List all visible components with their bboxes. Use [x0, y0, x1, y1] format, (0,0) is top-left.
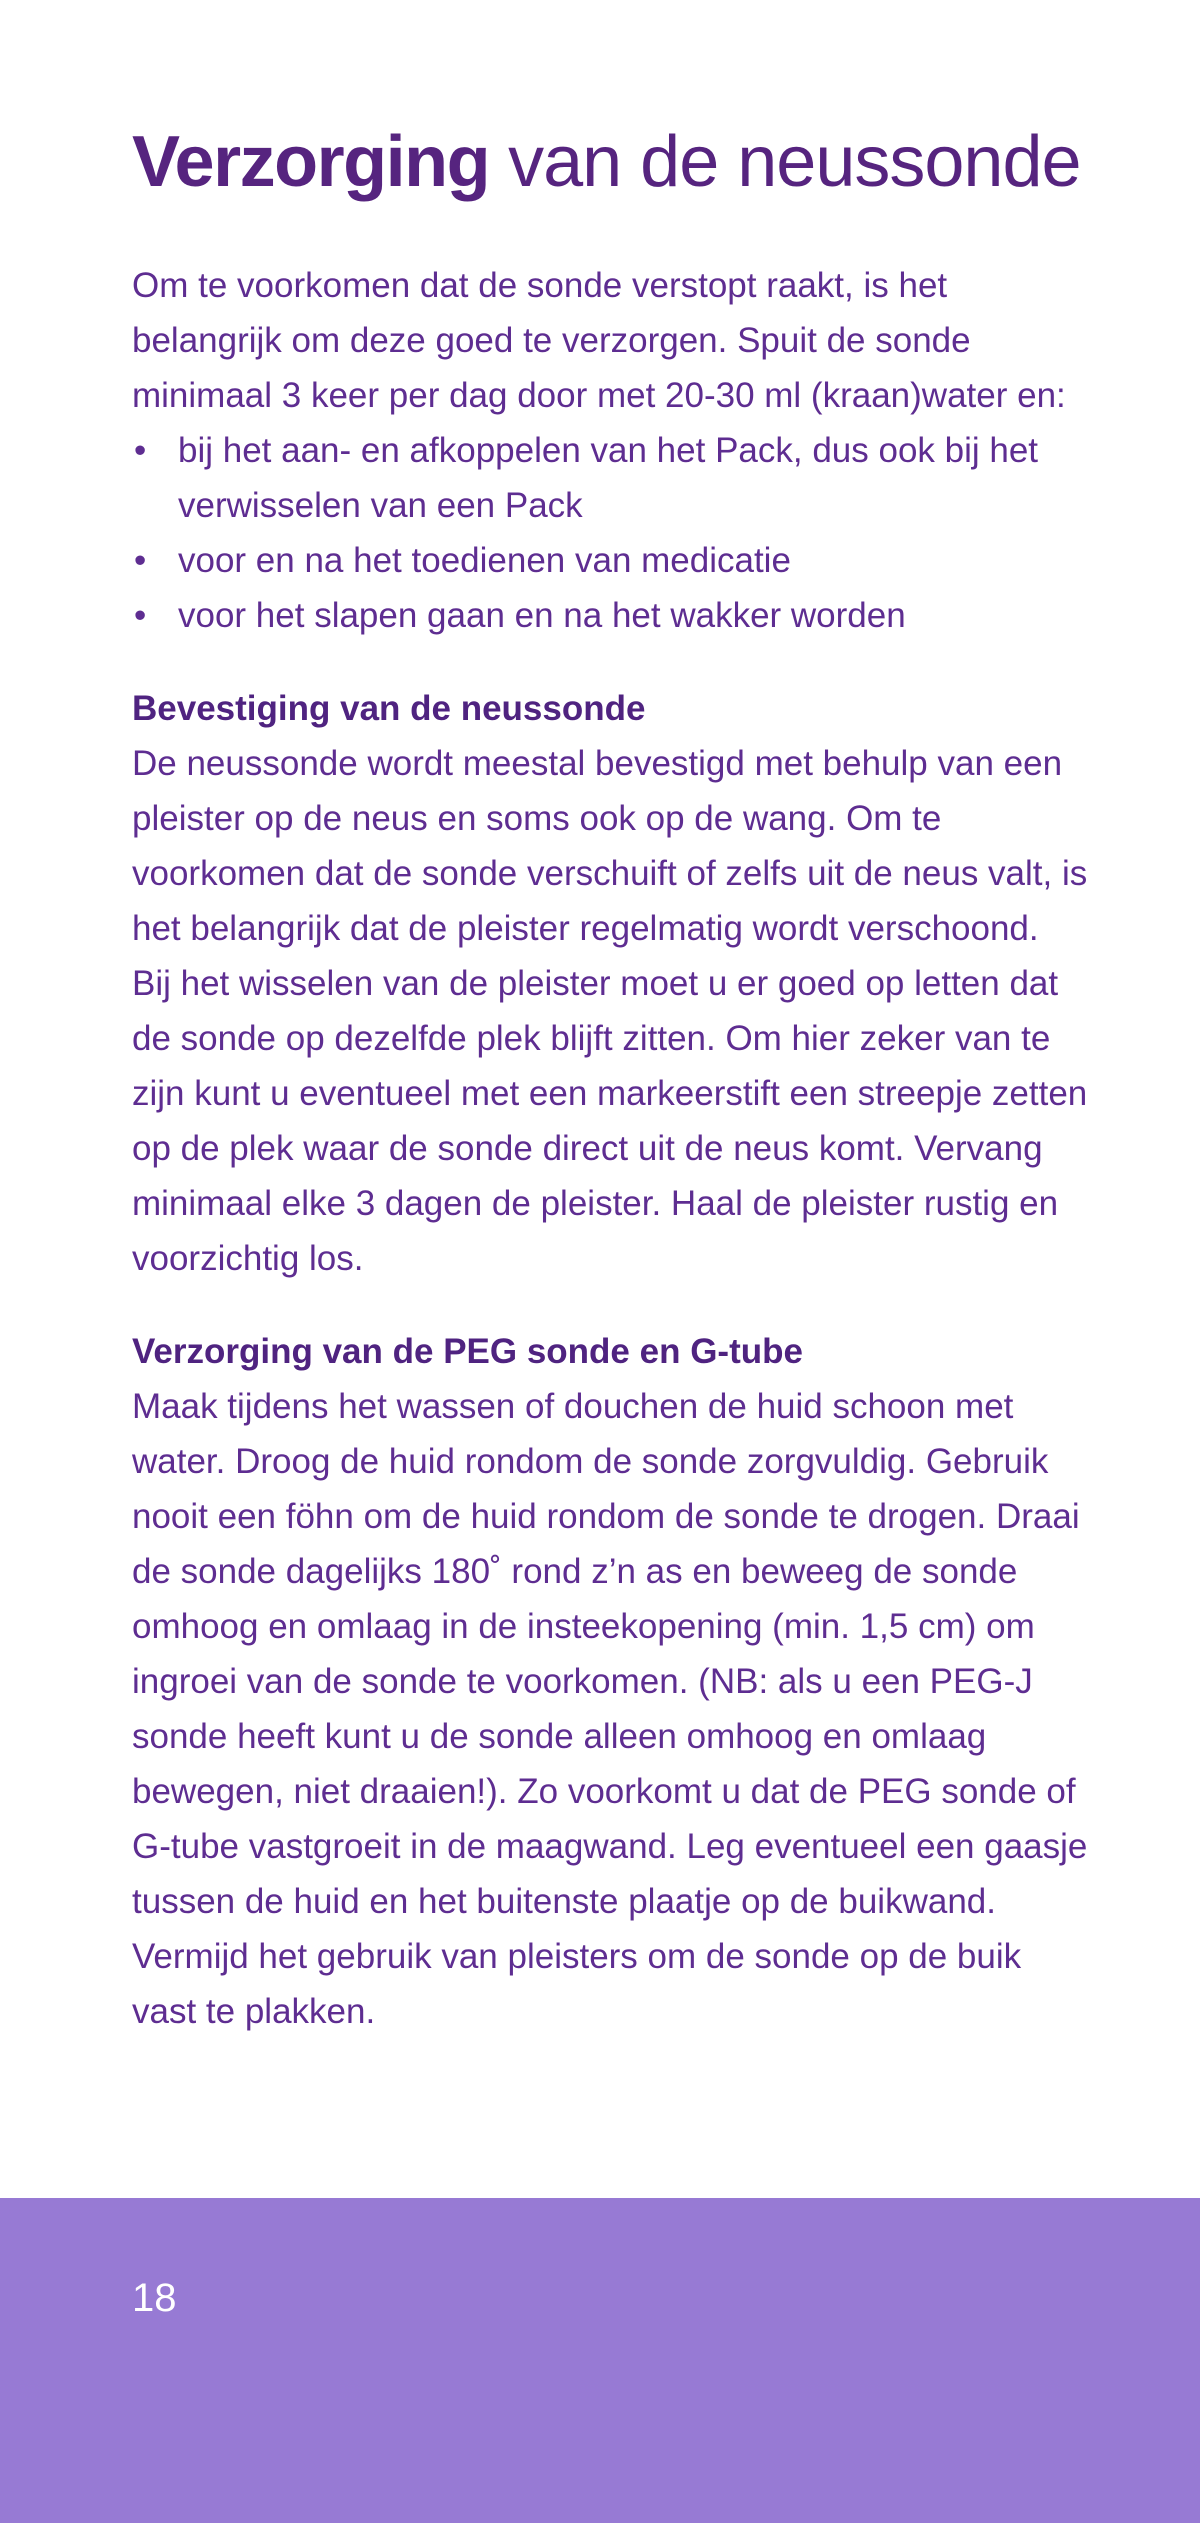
- bullet-icon: •: [134, 541, 147, 580]
- page-title: [132, 118, 1092, 206]
- footer-band: [0, 2198, 1200, 2523]
- list-item-text: bij het aan- en afkoppelen van het Pack, dus ook bij het verwisselen van een Pack: [178, 431, 1039, 525]
- page-title-bold: Verzorging: [132, 122, 490, 202]
- intro-section: [132, 258, 1092, 643]
- peg-paragraph: Maak tijdens het wassen of douchen de huid schoon met water. Droog de huid rondom de sonde zorgvuldig. Gebruik nooit een föhn om de huid rondom de sonde te drogen. Draai de sonde dagelijks 180˚ rond z’n as en beweeg de sonde omhoog en omlaag in de insteekopening (min. 1,5 cm) om ingroei van de sonde te voorkomen. (NB: als u een PEG-J sonde heeft kunt u de sonde alleen omhoog en omlaag bewegen, niet draaien!). Zo voorkomt u dat de PEG sonde of G-tube vastgroeit in de maagwand. Leg eventueel een gaasje tussen de huid en het buitenste plaatje op de buikwand. Vermijd het gebruik van pleisters om de sonde op de buik vast te plakken.: [132, 1387, 1088, 2031]
- page-number: 18: [132, 2276, 177, 2320]
- bullet-icon: •: [134, 596, 147, 635]
- fixation-section: [132, 681, 1092, 1286]
- peg-section: [132, 1324, 1092, 2039]
- peg-heading: Verzorging van de PEG sonde en G-tube: [132, 1332, 803, 1371]
- list-item-text: voor het slapen gaan en na het wakker worden: [178, 596, 906, 635]
- flush-moments-list: [132, 423, 1092, 643]
- fixation-paragraph-1: De neussonde wordt meestal bevestigd met behulp van een pleister op de neus en soms ook op de wang. Om te voorkomen dat de sonde verschuift of zelfs uit de neus valt, is het belangrijk dat de pleister regelmatig wordt verschoond.: [132, 744, 1088, 948]
- list-item-text: voor en na het toedienen van medicatie: [178, 541, 791, 580]
- fixation-heading: Bevestiging van de neussonde: [132, 689, 646, 728]
- list-item: [132, 533, 1092, 588]
- bullet-icon: •: [134, 431, 147, 470]
- list-item: [132, 588, 1092, 643]
- list-item: [132, 423, 1092, 533]
- intro-paragraph: Om te voorkomen dat de sonde verstopt raakt, is het belangrijk om deze goed te verzorgen. Spuit de sonde minimaal 3 keer per dag door met 20-30 ml (kraan)water en:: [132, 266, 1066, 415]
- page-content: [132, 118, 1092, 2039]
- page-title-rest: van de neussonde: [489, 122, 1081, 202]
- fixation-paragraph-2: Bij het wisselen van de pleister moet u er goed op letten dat de sonde op dezelfde plek blijft zitten. Om hier zeker van te zijn kunt u eventueel met een markeerstift een streepje zetten op de plek waar de sonde direct uit de neus komt. Vervang minimaal elke 3 dagen de pleister. Haal de pleister rustig en voorzichtig los.: [132, 964, 1088, 1278]
